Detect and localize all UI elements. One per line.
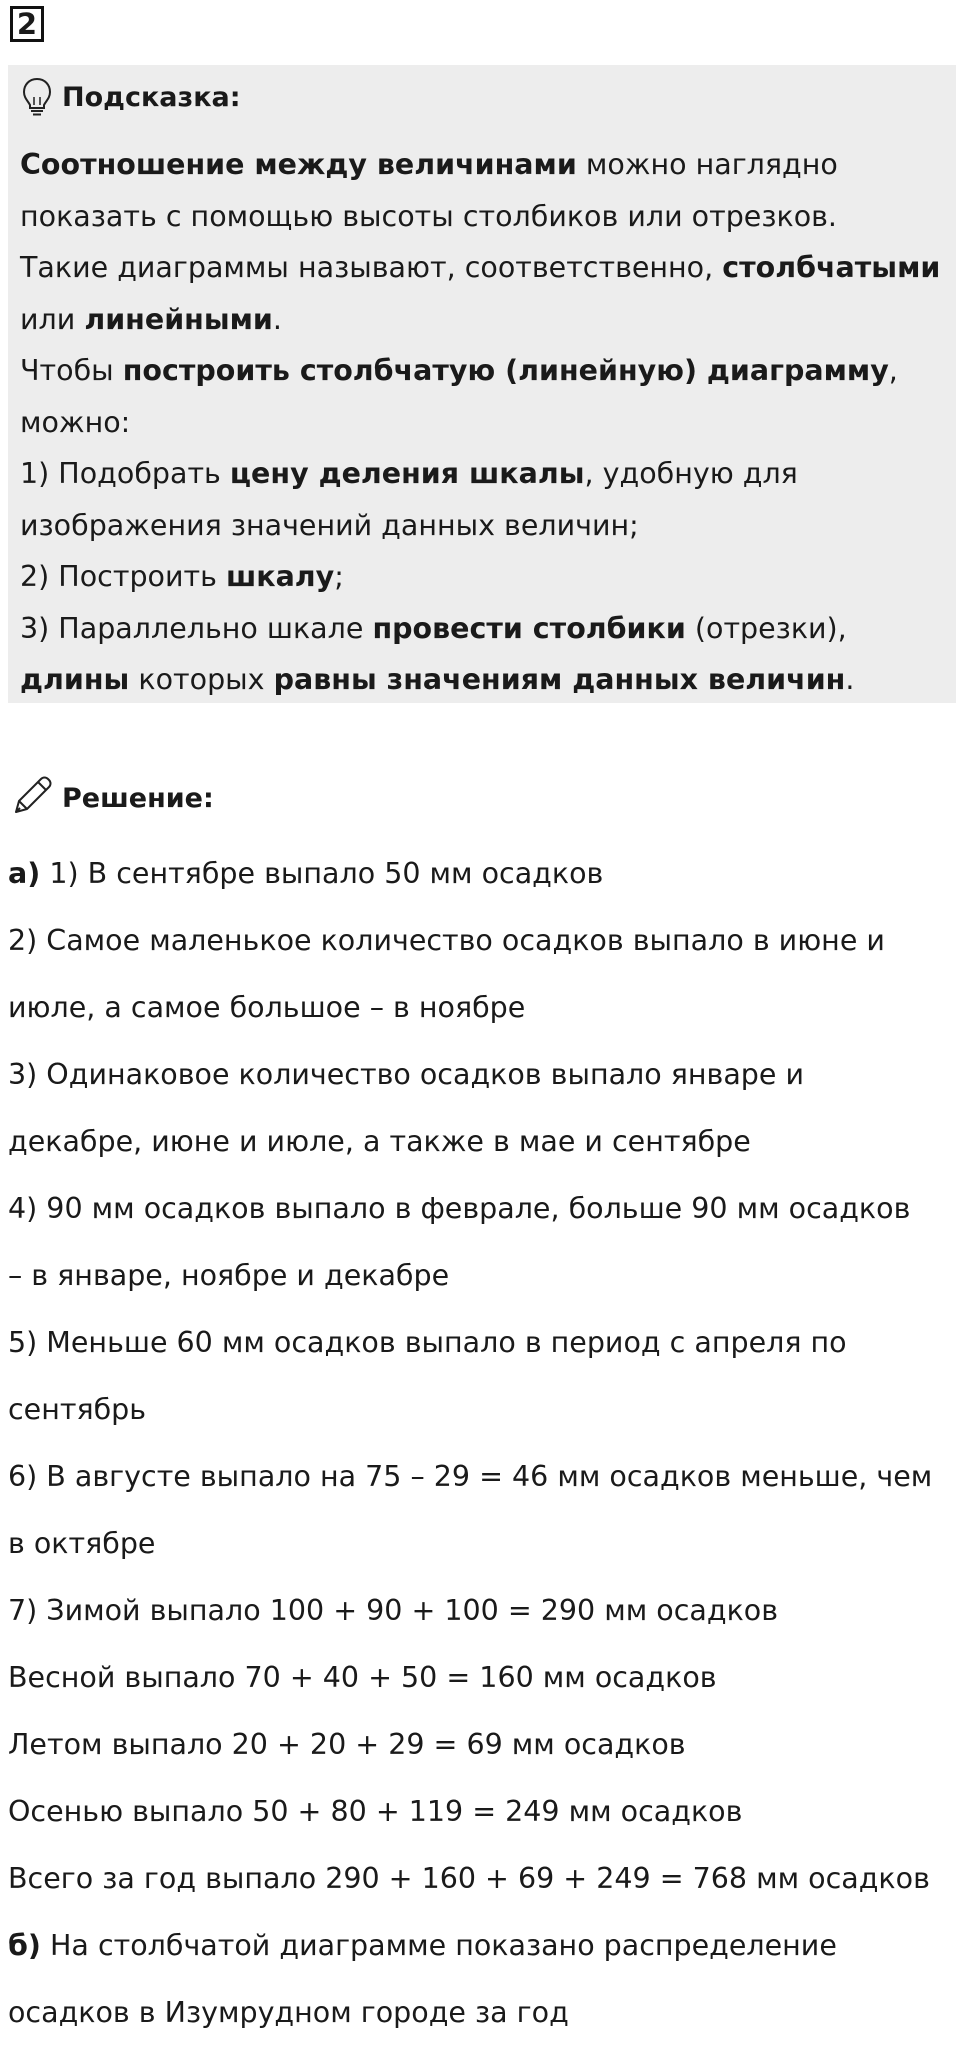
solution-line: 5) Меньше 60 мм осадков выпало в период с апреля по: [8, 1326, 847, 1359]
hint-line: изображения значений данных величин;: [20, 508, 639, 542]
solution-title: Решение:: [62, 782, 214, 814]
solution-line: – в январе, ноябре и декабре: [8, 1259, 450, 1292]
solution-line: 6) В августе выпало на 75 – 29 = 46 мм осадков меньше, чем: [8, 1460, 933, 1493]
solution-line: Всего за год выпало 290 + 160 + 69 + 249 = 768 мм осадков: [8, 1862, 930, 1895]
hint-line: или линейными.: [20, 302, 282, 336]
hint-line: 1) Подобрать цену деления шкалы, удобную для: [20, 457, 798, 490]
lightbulb-icon: [22, 77, 52, 117]
solution-line: в октябре: [8, 1527, 156, 1560]
hint-header: [22, 73, 241, 121]
hint-line: Такие диаграммы называют, соответственно, столбчатыми: [20, 251, 941, 284]
hint-line: Соотношение между величинами можно наглядно: [20, 148, 838, 181]
solution-line: Осенью выпало 50 + 80 + 119 = 249 мм осадков: [8, 1795, 743, 1828]
solution-line: 2) Самое маленькое количество осадков выпало в июне и: [8, 924, 885, 957]
task-number-badge: 2: [10, 6, 44, 42]
solution-line: 3) Одинаковое количество осадков выпало январе и: [8, 1058, 805, 1091]
solution-line: сентябрь: [8, 1393, 147, 1426]
solution-line: б) На столбчатой диаграмме показано распределение: [8, 1929, 837, 1962]
hint-line: можно:: [20, 405, 131, 439]
pencil-icon: [10, 774, 54, 822]
hint-line: 2) Построить шкалу;: [20, 560, 344, 593]
hint-text: [20, 139, 950, 706]
solution-line: а) 1) В сентябре выпало 50 мм осадков: [8, 857, 604, 890]
solution-line: Летом выпало 20 + 20 + 29 = 69 мм осадков: [8, 1728, 686, 1761]
solution-line: 7) Зимой выпало 100 + 90 + 100 = 290 мм осадков: [8, 1594, 779, 1627]
solution-text: [8, 840, 956, 2046]
hint-box: [8, 65, 956, 703]
solution-header: [10, 773, 214, 823]
hint-line: длины которых равны значениям данных величин.: [20, 663, 855, 696]
solution-line: июле, а самое большое – в ноябре: [8, 991, 526, 1024]
hint-title: Подсказка:: [62, 81, 241, 113]
solution-line: декабре, июне и июле, а также в мае и сентябре: [8, 1125, 751, 1158]
hint-line: 3) Параллельно шкале провести столбики (отрезки),: [20, 611, 847, 645]
solution-line: Весной выпало 70 + 40 + 50 = 160 мм осадков: [8, 1661, 717, 1694]
hint-line: Чтобы построить столбчатую (линейную) диаграмму,: [20, 354, 898, 387]
solution-line: осадков в Изумрудном городе за год: [8, 1996, 569, 2029]
solution-line: 4) 90 мм осадков выпало в феврале, больше 90 мм осадков: [8, 1192, 911, 1225]
hint-line: показать с помощью высоты столбиков или отрезков.: [20, 199, 837, 233]
